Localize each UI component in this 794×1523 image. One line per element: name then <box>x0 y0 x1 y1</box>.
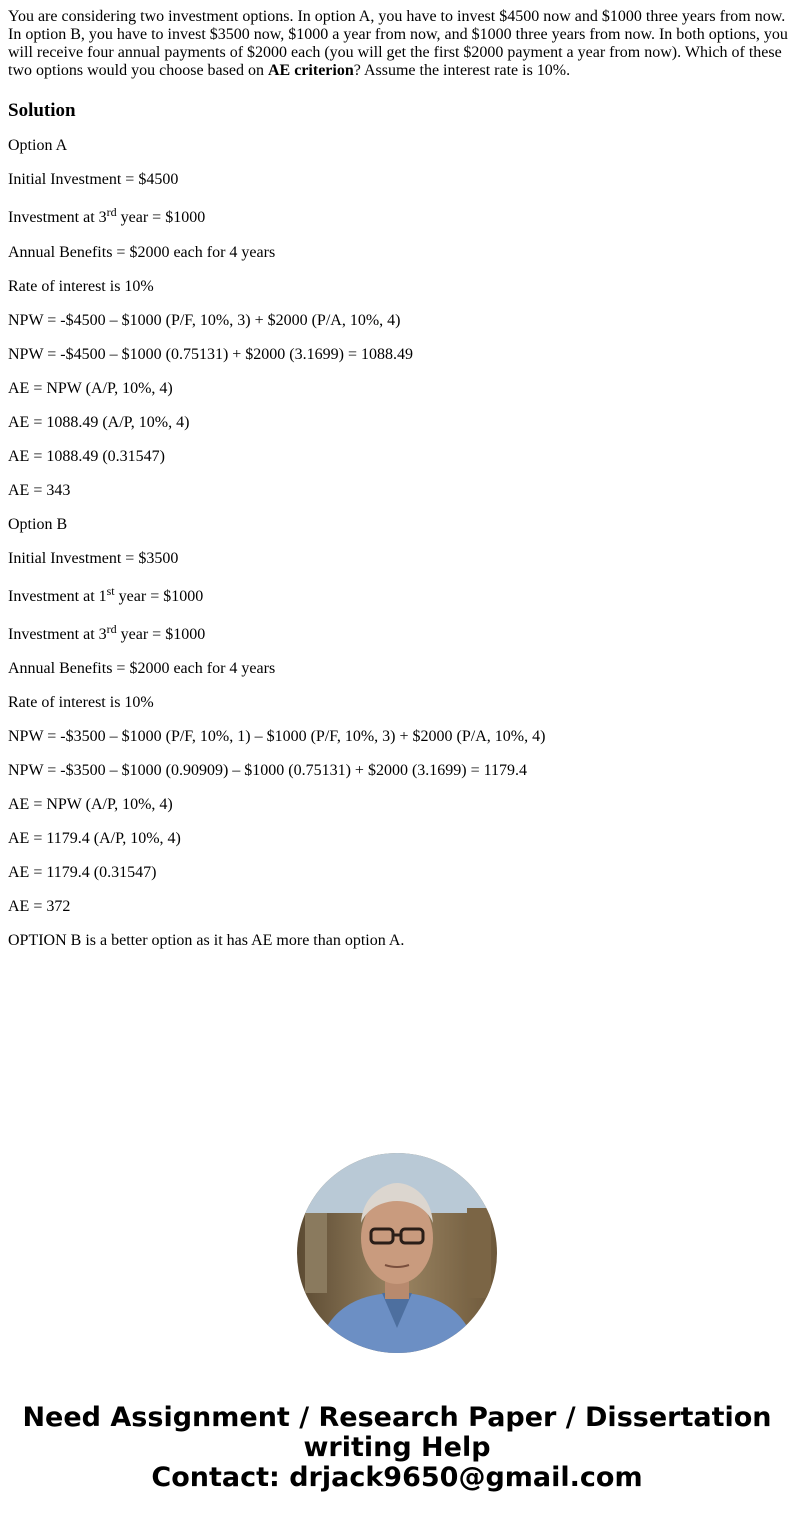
question-part2: ? Assume the interest rate is 10%. <box>353 62 571 79</box>
avatar <box>297 1153 497 1353</box>
option-a-initial: Initial Investment = $4500 <box>8 171 179 188</box>
option-a-benefits: Annual Benefits = $2000 each for 4 years <box>8 244 276 261</box>
option-b-ae-formula: AE = NPW (A/P, 10%, 4) <box>8 796 173 813</box>
option-b-ae-substituted: AE = 1179.4 (A/P, 10%, 4) <box>8 830 181 847</box>
option-b-ae-factor: AE = 1179.4 (0.31547) <box>8 864 157 881</box>
option-a-rate: Rate of interest is 10% <box>8 278 154 295</box>
question-text <box>8 8 788 80</box>
option-b-npw-value: NPW = -$3500 – $1000 (0.90909) – $1000 (0.75131) + $2000 (3.1699) = 1179.4 <box>8 762 528 779</box>
option-b-investment-3rd: Investment at 3rd year = $1000 <box>8 622 206 643</box>
conclusion: OPTION B is a better option as it has AE more than option A. <box>8 932 405 949</box>
promo-line-2: writing Help <box>303 1432 491 1463</box>
option-a-ae-formula: AE = NPW (A/P, 10%, 4) <box>8 380 173 397</box>
solution-heading: Solution <box>8 100 76 121</box>
question-part1: You are considering two investment options. In option A, you have to invest $4500 now and $1000 three years from now. In option B, you have to invest $3500 now, $1000 a year from now, and $1000 three years from now. In both options, you will receive four annual payments of $2000 each (you will get the first $2000 payment a year from now). Which of these two options would you choose based on <box>8 8 788 79</box>
option-b-rate: Rate of interest is 10% <box>8 694 154 711</box>
option-b-npw-formula: NPW = -$3500 – $1000 (P/F, 10%, 1) – $1000 (P/F, 10%, 3) + $2000 (P/A, 10%, 4) <box>8 728 546 745</box>
document-body <box>8 8 788 950</box>
option-b-title: Option B <box>8 516 68 533</box>
person-portrait-icon <box>297 1153 497 1353</box>
promo-banner <box>0 1403 794 1493</box>
option-a-ae-factor: AE = 1088.49 (0.31547) <box>8 448 166 465</box>
option-a-ae-substituted: AE = 1088.49 (A/P, 10%, 4) <box>8 414 190 431</box>
option-b-initial: Initial Investment = $3500 <box>8 550 179 567</box>
promo-contact: Contact: drjack9650@gmail.com <box>151 1462 643 1493</box>
promo-avatar-container <box>0 1153 794 1353</box>
option-a-npw-formula: NPW = -$4500 – $1000 (P/F, 10%, 3) + $2000 (P/A, 10%, 4) <box>8 312 401 329</box>
option-b-investment-1st: Investment at 1st year = $1000 <box>8 584 204 605</box>
option-b-ae-result: AE = 372 <box>8 898 71 915</box>
option-a-title: Option A <box>8 137 68 154</box>
option-a-investment-3rd: Investment at 3rd year = $1000 <box>8 205 206 226</box>
option-b-benefits: Annual Benefits = $2000 each for 4 years <box>8 660 276 677</box>
option-a-ae-result: AE = 343 <box>8 482 71 499</box>
question-bold-term: AE criterion <box>267 62 354 79</box>
promo-line-1: Need Assignment / Research Paper / Dissertation <box>22 1402 772 1433</box>
option-a-npw-value: NPW = -$4500 – $1000 (0.75131) + $2000 (3.1699) = 1088.49 <box>8 346 413 363</box>
